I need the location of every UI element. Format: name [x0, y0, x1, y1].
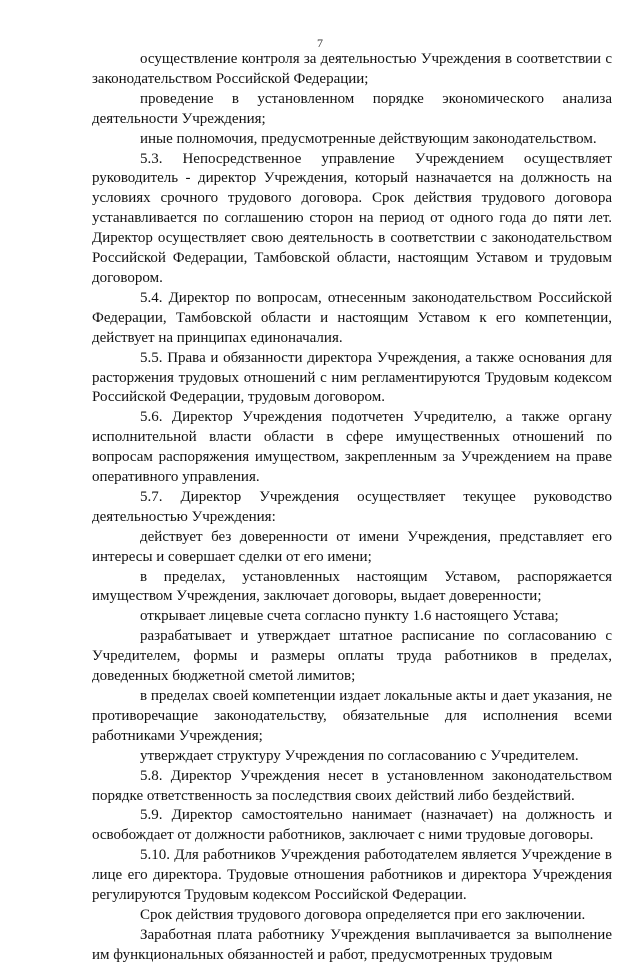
- page-number: 7: [317, 36, 323, 50]
- document-body: [92, 50, 612, 966]
- paragraph: иные полномочия, предусмотренные действующим законодательством.: [140, 130, 597, 147]
- paragraph: осуществление контроля за деятельностью Учреждения в соответствии с законодательством Российской Федерации;: [92, 51, 612, 87]
- paragraph: в пределах, установленных настоящим Уставом, распоряжается имуществом Учреждения, заключает договоры, выдает доверенности;: [92, 568, 612, 605]
- paragraph: 5.4. Директор по вопросам, отнесенным законодательством Российской Федерации, Тамбовской области и настоящим Уставом к его компетенции, действует на принципах единоначалия.: [92, 289, 612, 346]
- paragraph: Срок действия трудового договора определяется при его заключении.: [140, 906, 586, 923]
- paragraph: 5.3. Непосредственное управление Учреждением осуществляет руководитель - директор Учреждения, который назначается на должность на условиях срочного трудового договора. Срок действия трудового договора устанавливается по соглашению сторон на период от одного года до пяти лет. Директор осуществляет свою деятельность в соответствии с законодательством Российской Федерации, Тамбовской области, настоящим Уставом и трудовым договором.: [92, 150, 612, 286]
- paragraph: 5.6. Директор Учреждения подотчетен Учредителю, а также органу исполнительной власти области в сфере имущественных отношений по вопросам распоряжения имуществом, закрепленным за Учреждением на праве оперативного управления.: [92, 409, 612, 486]
- paragraph: в пределах своей компетенции издает локальные акты и дает указания, не противоречащие законодательству, обязательные для исполнения всеми работниками Учреждения;: [92, 688, 612, 744]
- paragraph: действует без доверенности от имени Учреждения, представляет его интересы и совершает сделки от его имени;: [92, 528, 612, 565]
- paragraph: 5.8. Директор Учреждения несет в установленном законодательством порядке ответственность за последствия своих действий либо бездействий.: [92, 767, 612, 804]
- paragraph: 5.5. Права и обязанности директора Учреждения, а также основания для расторжения трудовых отношений с ним регламентируются Трудовым кодексом Российской Федерации, трудовым договором.: [92, 349, 612, 406]
- paragraph: 5.7. Директор Учреждения осуществляет текущее руководство деятельностью Учреждения:: [92, 488, 612, 525]
- paragraph: разрабатывает и утверждает штатное расписание по согласованию с Учредителем, формы и размеры оплаты труда работников в пределах, доведенных бюджетной сметой лимитов;: [92, 628, 612, 685]
- paragraph: 5.9. Директор самостоятельно нанимает (назначает) на должность и освобождает от должности работников, заключает с ними трудовые договоры.: [92, 807, 612, 844]
- paragraph: открывает лицевые счета согласно пункту 1.6 настоящего Устава;: [140, 608, 559, 625]
- paragraph: 5.10. Для работников Учреждения работодателем является Учреждение в лице его директора. Трудовые отношения работников и директора Учреждения регулируются Трудовым кодексом Российской Федерации.: [92, 847, 612, 904]
- paragraph: утверждает структуру Учреждения по согласованию с Учредителем.: [140, 747, 579, 764]
- paragraph: Заработная плата работнику Учреждения выплачивается за выполнение им функциональных обязанностей и работ, предусмотренных трудовым: [92, 926, 612, 963]
- paragraph: проведение в установленном порядке экономического анализа деятельности Учреждения;: [92, 90, 612, 127]
